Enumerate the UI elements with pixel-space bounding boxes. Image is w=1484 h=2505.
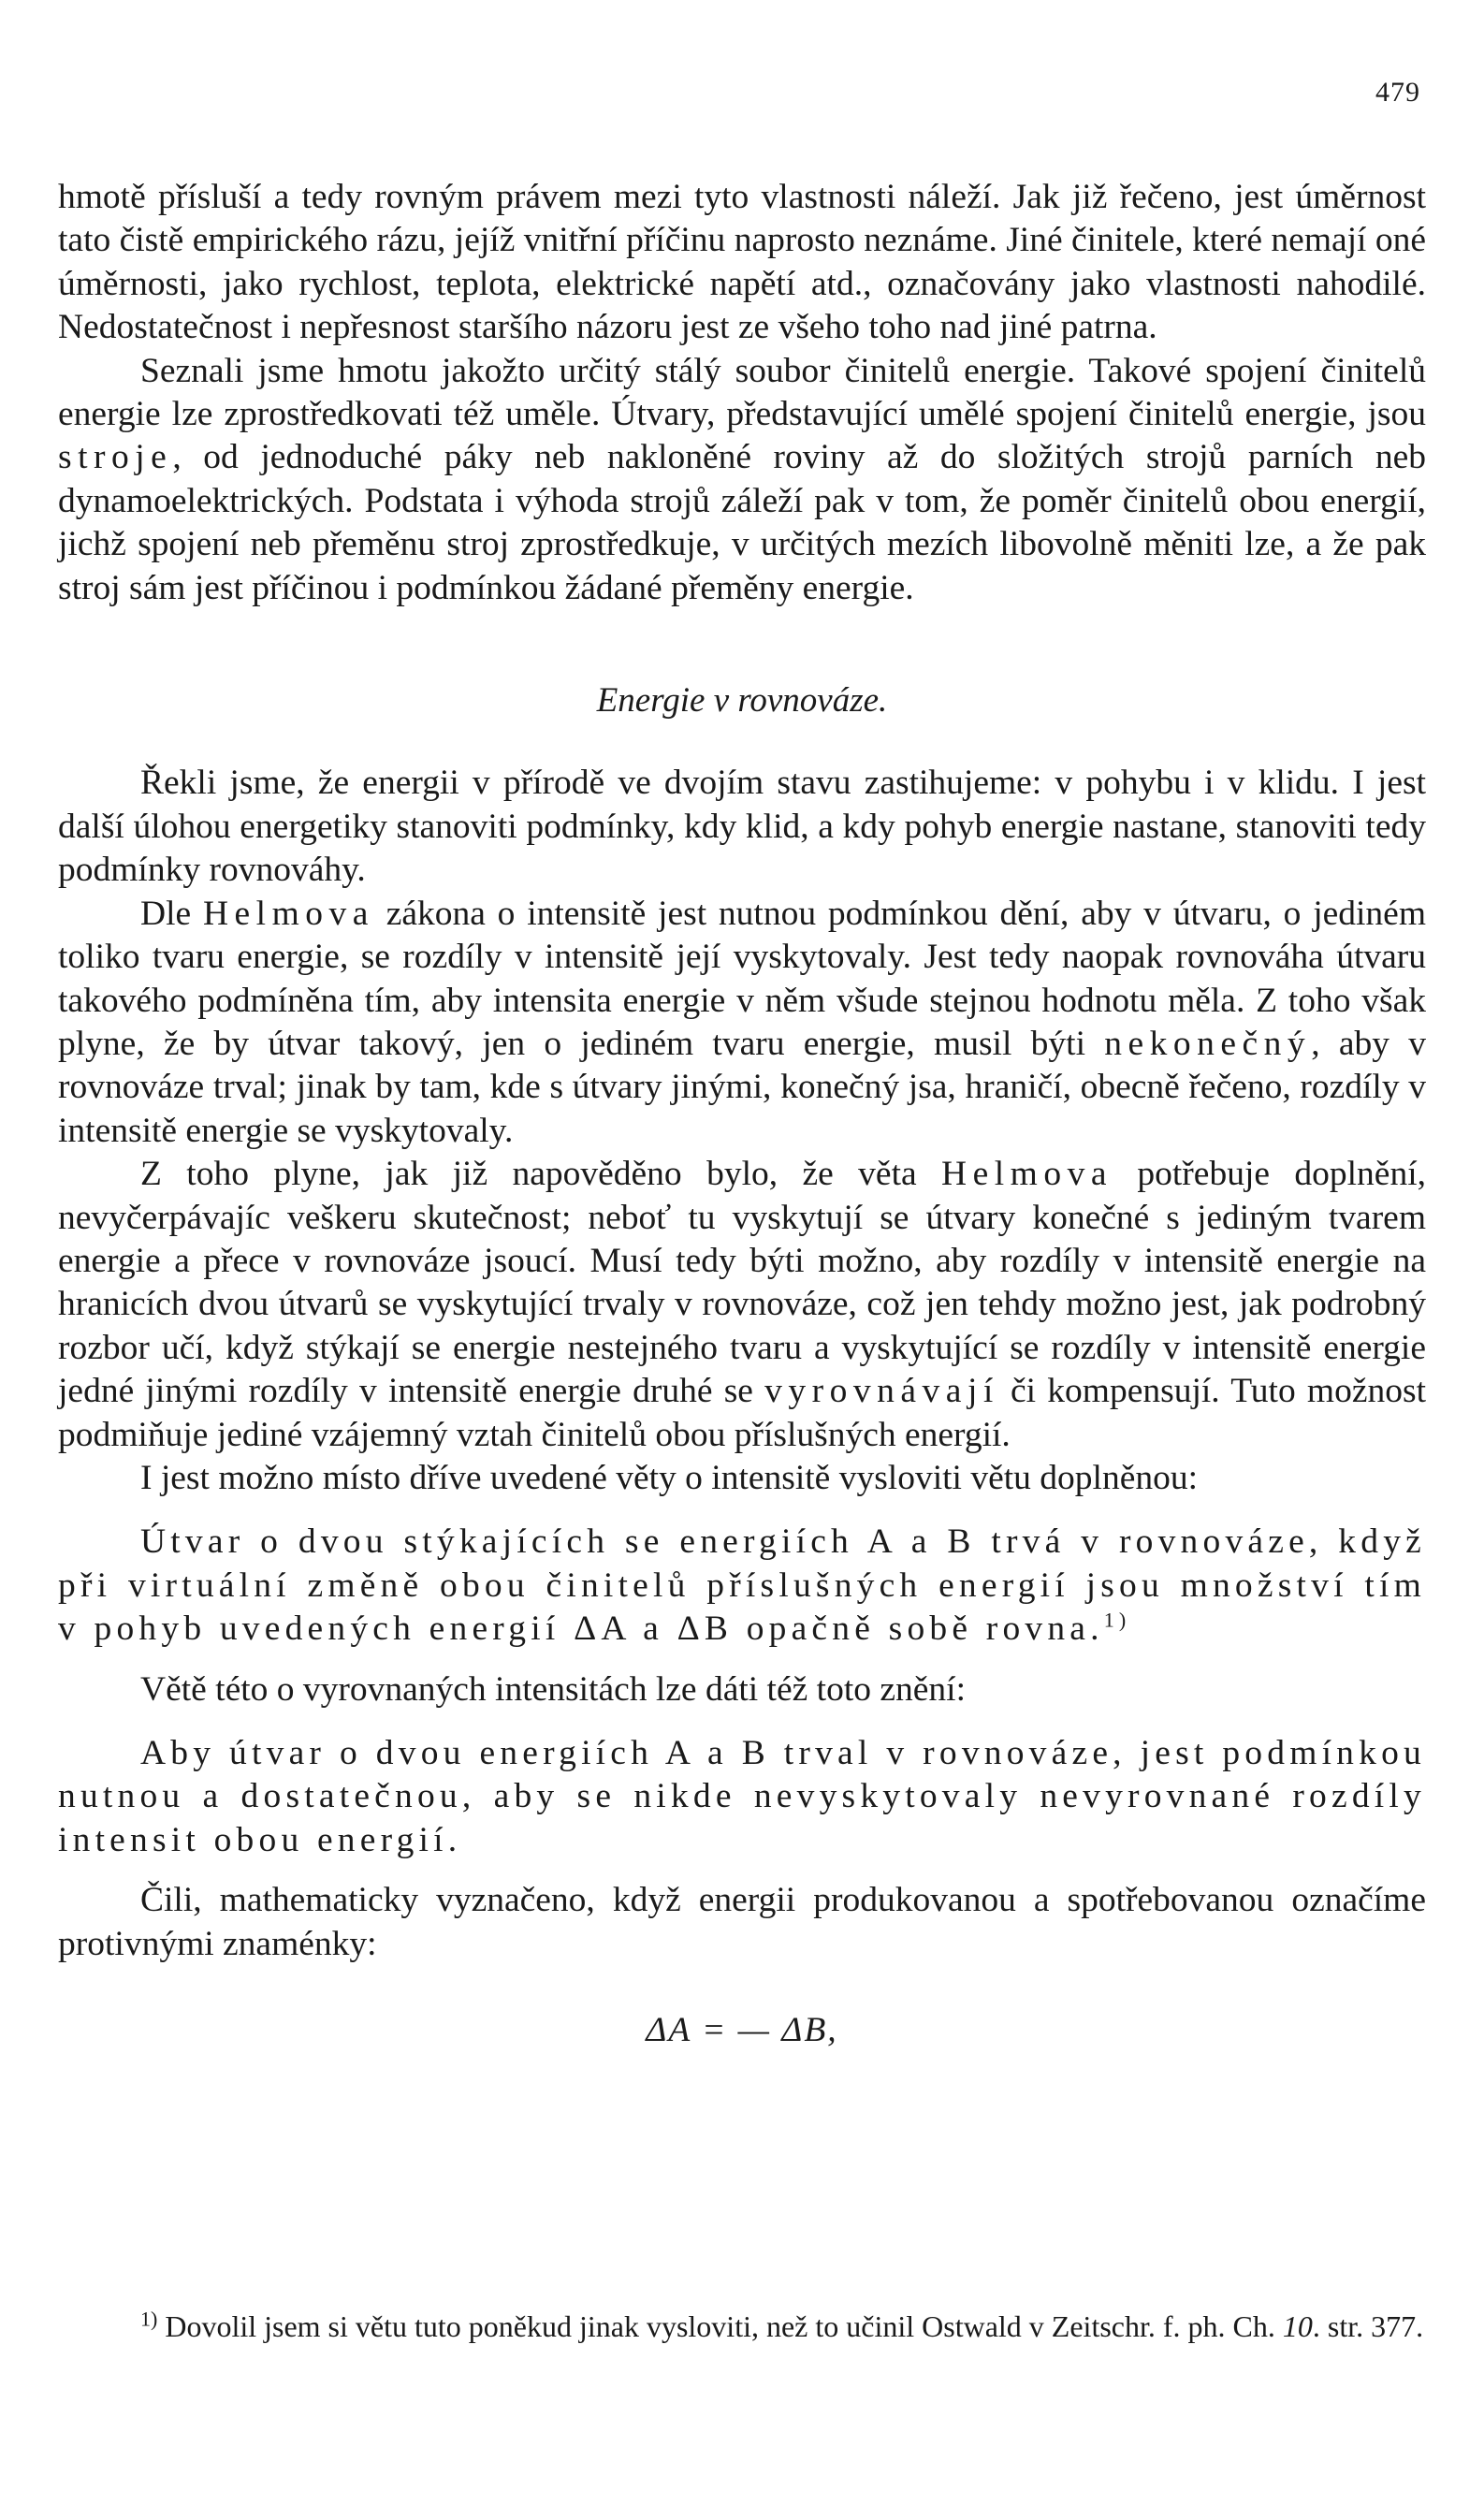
paragraph-4-text-b: zákona o intensitě jest nutnou podmínkou dění, aby v útvaru, o jediném toliko tvaru energie, se rozdíly v intensitě její vyskytovaly. Jest tedy naopak rovnováha útvaru takového podmíněna tím, aby intensita energie v něm všude stejnou hodnotu měla. Z toho však plyne, že by útvar takový, jen o jediném tvaru energie, musil býti bbox=[58, 894, 1426, 1063]
footnote-reference: 1) bbox=[1103, 1608, 1131, 1632]
theorem-2: Aby útvar o dvou energiích A a B trval v rovnováze, jest podmínkou nutnou a dostatečnou, aby se nikde nevyskytovaly nevyrovnané rozdíly intensit obou energií. bbox=[58, 1734, 1426, 1859]
footnote-text bbox=[58, 2308, 1426, 2345]
section-heading: Energie v rovnováze. bbox=[596, 681, 888, 721]
page-number: 479 bbox=[1375, 77, 1420, 108]
footnote-volume: 10 bbox=[1282, 2309, 1313, 2343]
paragraph-5-text-a: Z toho plyne, jak již napověděno bylo, že věta bbox=[140, 1155, 942, 1194]
paragraph-4 bbox=[58, 893, 1426, 1153]
theorem-1-text: Útvar o dvou stýkajících se energiích A a B trvá v rovnováze, když při virtuální změně obou činitelů příslušných energií jsou množství tím v pohyb uvedených energií ΔA a ΔB opačně sobě rovna. bbox=[58, 1522, 1426, 1649]
paragraph-3: Řekli jsme, že energii v přírodě ve dvojím stavu zastihujeme: v pohybu i v klidu. I jest další úlohou energetiky stanoviti podmínky, kdy klid, a kdy pohyb energie nastane, stanoviti tedy podmínky rovnováhy. bbox=[58, 764, 1426, 890]
paragraph-6: I jest možno místo dříve uvedené věty o intensitě vysloviti větu doplněnou: bbox=[140, 1458, 1199, 1497]
footnote bbox=[58, 2308, 1426, 2345]
paragraph-2 bbox=[58, 350, 1426, 610]
emphasis-helmova: Helmova bbox=[202, 894, 374, 933]
main-text bbox=[58, 176, 1426, 2052]
emphasis-helmova-2: Helmova bbox=[941, 1155, 1113, 1194]
footnote-text-a: Dovolil jsem si větu tuto poněkud jinak vysloviti, než to učinil Ostwald v Zeitschr. f. ph. Ch. bbox=[157, 2309, 1283, 2343]
equation: ΔA = — ΔB, bbox=[646, 2011, 838, 2050]
paragraph-8: Čili, mathematicky vyznačeno, když energii produkovanou a spotřebovanou označíme protivnými znaménky: bbox=[58, 1881, 1426, 1963]
paragraph-5-text-b: potřebuje doplnění, nevyčerpávajíc veškeru skutečnost; neboť tu vyskytují se útvary konečné s jediným tvarem energie a přece v rovnováze jsoucí. Musí tedy býti možno, aby rozdíly v intensitě energie na hranicích dvou útvarů se vyskytující trvaly v rovnováze, což jen tehdy možno jest, jak podrobný rozbor učí, když stýkají se energie nestejného tvaru a vyskytující se rozdíly v intensitě energie jedné jinými rozdíly v intensitě energie druhé se bbox=[58, 1155, 1426, 1411]
paragraph-2-text-b: , od jednoduché páky neb nakloněné roviny až do složitých strojů parních neb dynamoelektrických. Podstata i výhoda strojů záleží pak v tom, že poměr činitelů obou energií, jichž spojení neb přeměnu stroj zprostředkuje, v určitých mezích libovolně měniti lze, a že pak stroj sám jest příčinou i podmínkou žádané přeměny energie. bbox=[58, 438, 1426, 607]
paragraph-5 bbox=[58, 1153, 1426, 1457]
paragraph-4-text-c: , aby v rovnováze trval; jinak by tam, kde s útvary jinými, konečný jsa, hraničí, obecně řečeno, rozdíly v intensitě energie se vyskytovaly. bbox=[58, 1024, 1426, 1150]
paragraph-5-text-c: či kompensují. Tuto možnost podmiňuje jediné vzájemný vztah činitelů obou příslušných energií. bbox=[58, 1372, 1426, 1454]
theorem-1 bbox=[58, 1521, 1426, 1651]
emphasis-vyrovnavaji: vyrovnávají bbox=[764, 1372, 999, 1411]
paragraph-7: Větě této o vyrovnaných intensitách lze dáti též toto znění: bbox=[140, 1669, 966, 1709]
footnote-marker: 1) bbox=[140, 2307, 158, 2331]
paragraph-2-text-a: Seznali jsme hmotu jakožto určitý stálý soubor činitelů energie. Takové spojení činitelů energie lze zprostředkovati též uměle. Útvary, představující umělé spojení činitelů energie, jsou bbox=[58, 351, 1426, 434]
emphasis-stroje: stroje bbox=[58, 438, 173, 477]
paragraph-4-text-a: Dle bbox=[140, 894, 203, 933]
paragraph-1: hmotě přísluší a tedy rovným právem mezi tyto vlastnosti náleží. Jak již řečeno, jest úměrnost tato čistě empirického rázu, jejíž vnitřní příčinu naprosto neznáme. Jiné činitele, které nemají oné úměrnosti, jako rychlost, teplota, elektrické napětí atd., označovány jako vlastnosti nahodilé. Nedostatečnost i nepřesnost staršího názoru jest ze všeho toho nad jiné patrna. bbox=[58, 178, 1426, 347]
footnote-text-b: . str. 377. bbox=[1312, 2309, 1424, 2343]
emphasis-nekonecny: nekonečný bbox=[1104, 1024, 1312, 1063]
